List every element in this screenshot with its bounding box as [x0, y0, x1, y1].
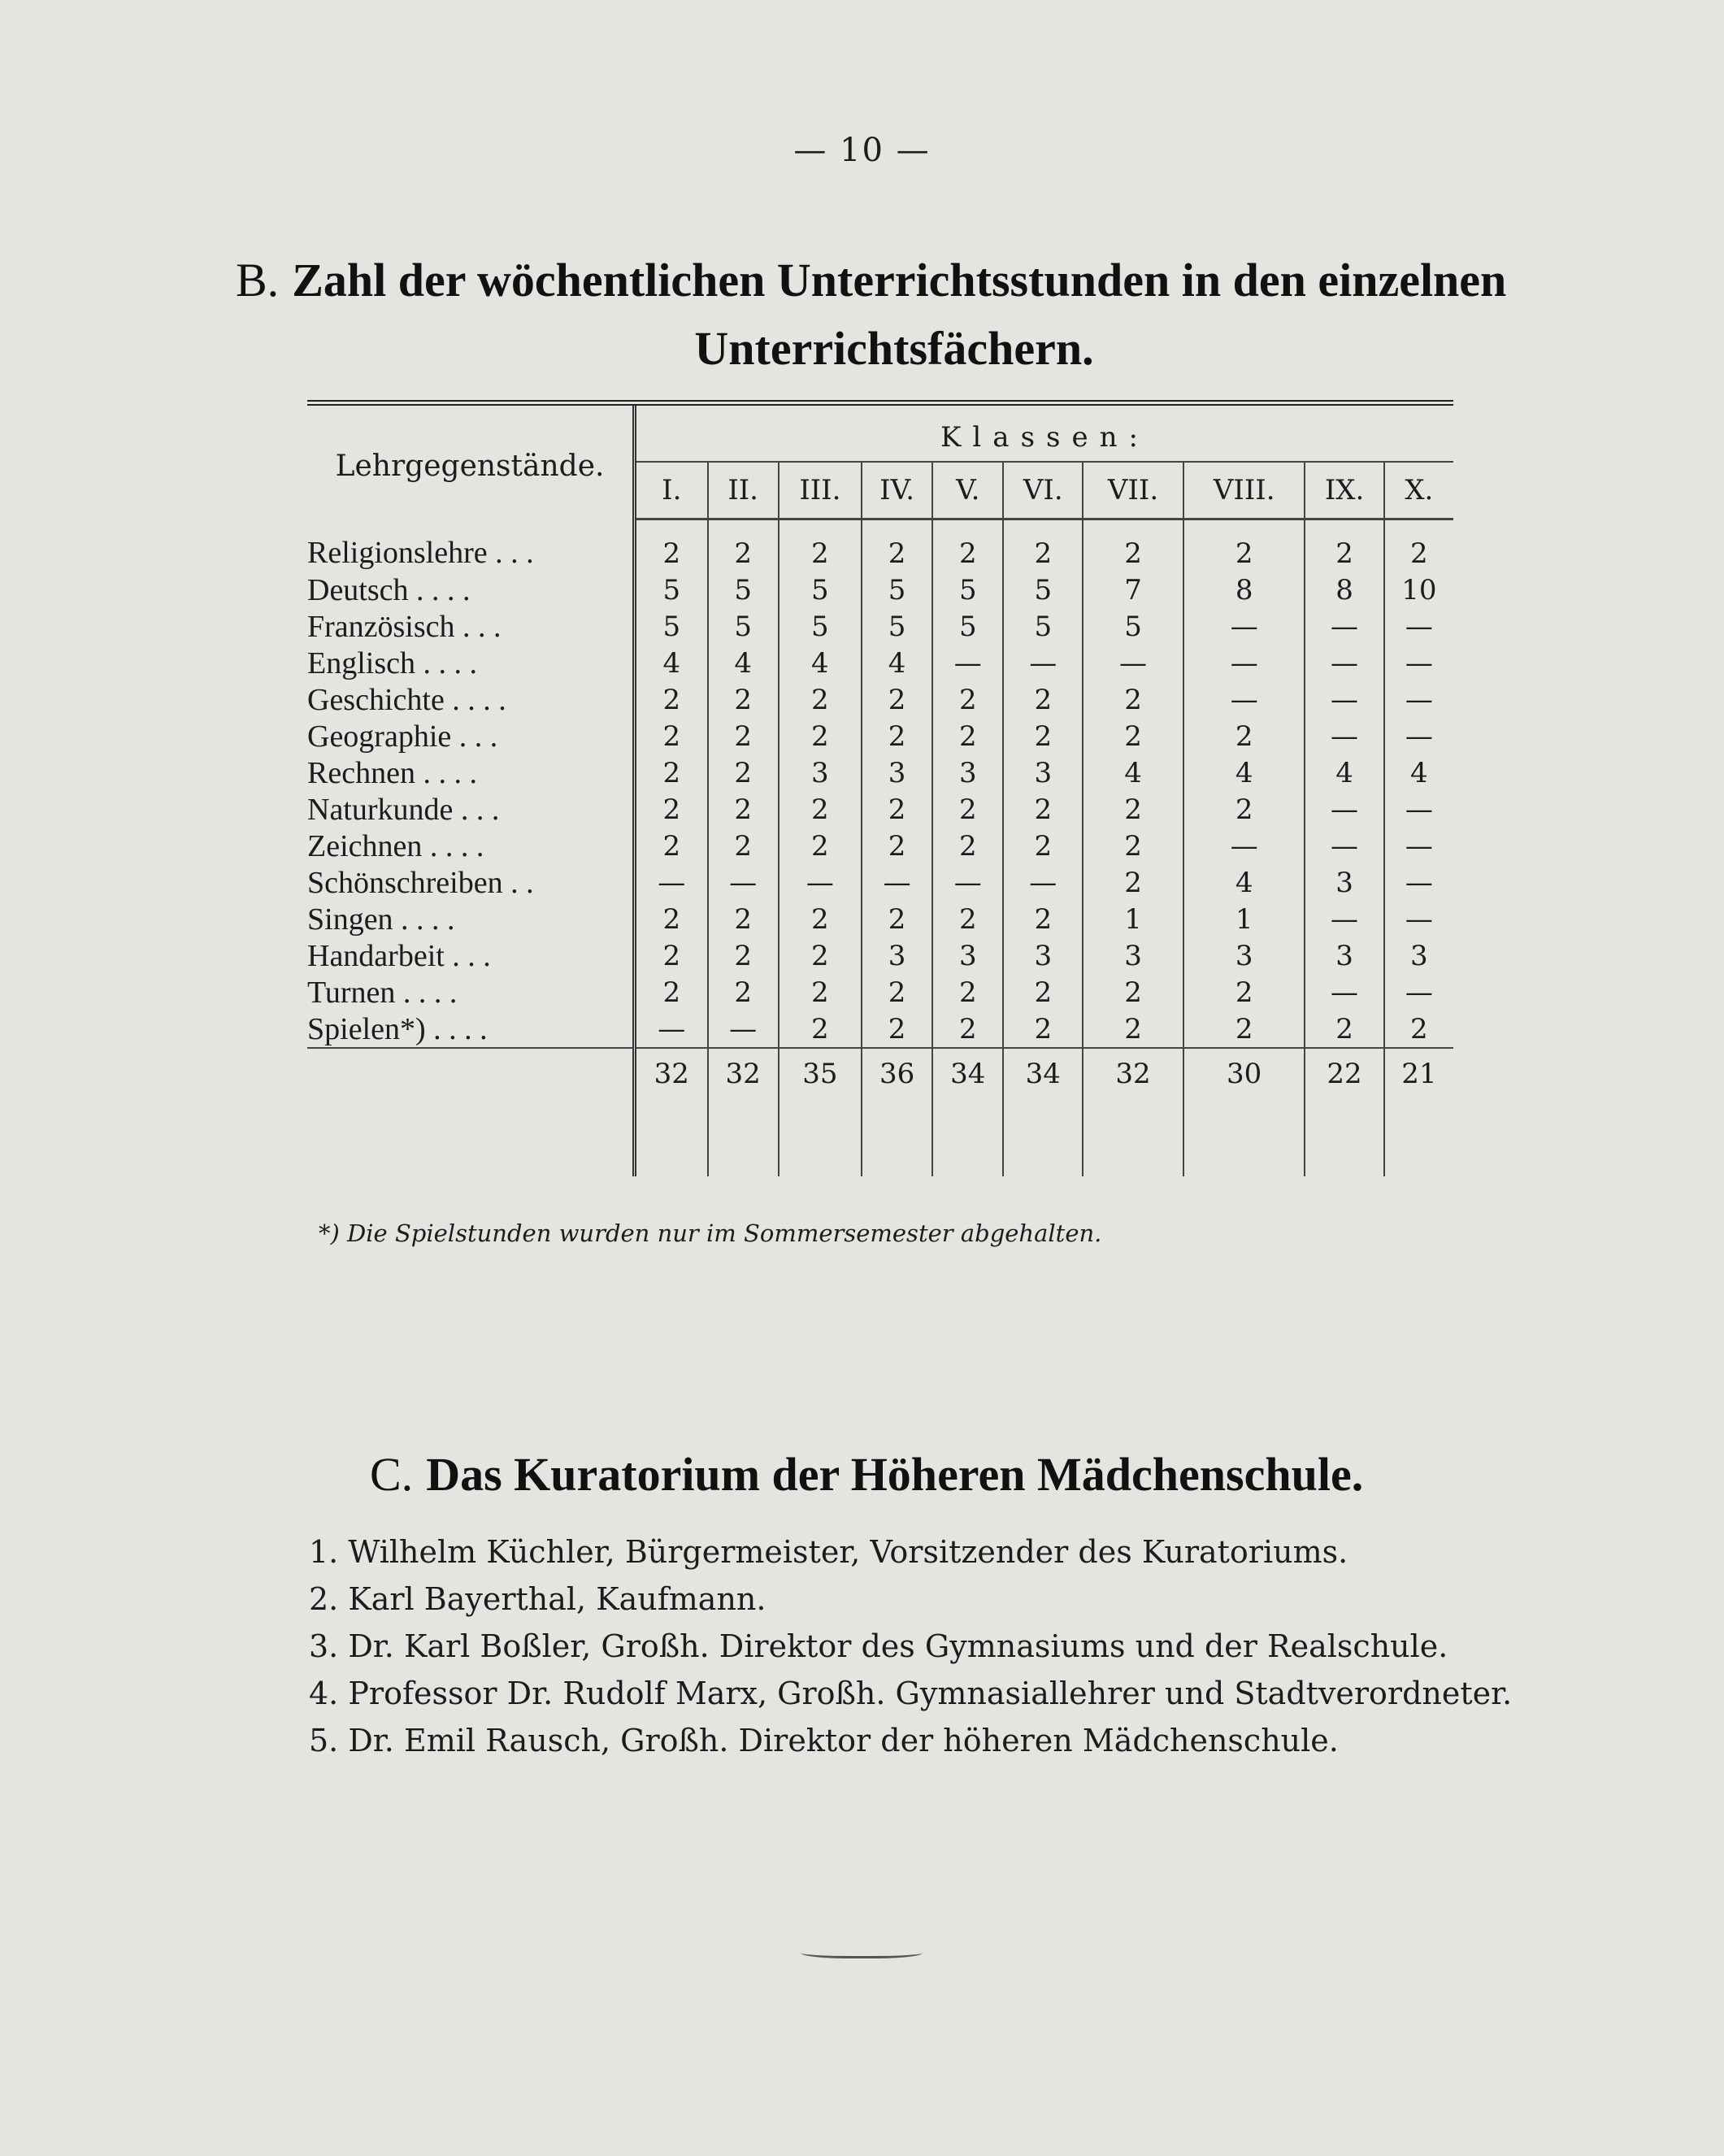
total-cell: 21 [1384, 1048, 1453, 1099]
subject-cell: Religionslehre . . . [307, 519, 635, 572]
hours-cell: 2 [779, 718, 862, 754]
subject-cell: Rechnen . . . . [307, 754, 635, 791]
hours-cell: 2 [662, 939, 681, 972]
hours-cell: — [1384, 608, 1453, 645]
hours-cell: 5 [662, 610, 681, 643]
hours-cell: 2 [1003, 974, 1083, 1011]
hours-cell: 2 [662, 902, 681, 936]
table-spacer-row [307, 1099, 1453, 1176]
hours-cell: — [1305, 645, 1383, 681]
hours-cell: 7 [1083, 572, 1183, 608]
spacer-cell [1003, 1099, 1083, 1176]
hours-cell: 2 [1083, 718, 1183, 754]
subject-cell: Singen . . . . [307, 901, 635, 937]
hours-cell: — [658, 1012, 686, 1045]
hours-cell: 2 [862, 974, 932, 1011]
hours-cell: 2 [932, 901, 1003, 937]
total-cell: 32 [635, 1048, 708, 1099]
hours-cell: — [862, 864, 932, 901]
hours-cell: 2 [1083, 828, 1183, 864]
subject-cell: Englisch . . . . [307, 645, 635, 681]
section-c-title: Das Kuratorium der Höheren Mädchenschule. [426, 1448, 1364, 1501]
hours-cell: 3 [932, 937, 1003, 974]
spacer-cell [1183, 1099, 1305, 1176]
hours-cell: 2 [1003, 718, 1083, 754]
hours-cell: — [1305, 718, 1383, 754]
hours-cell: 2 [932, 828, 1003, 864]
hours-cell: 2 [1183, 791, 1305, 828]
spacer-cell [1083, 1099, 1183, 1176]
hours-cell: 2 [1083, 519, 1183, 572]
table-row [307, 974, 1453, 1011]
hours-cell: 4 [1083, 754, 1183, 791]
table-row [307, 1011, 1453, 1048]
closing-ornament [801, 1945, 923, 1958]
subject-cell: Geographie . . . [307, 718, 635, 754]
hours-cell: 2 [708, 901, 779, 937]
hours-cell: — [932, 645, 1003, 681]
hours-cell: 2 [662, 976, 681, 1009]
table-row [307, 754, 1453, 791]
hours-cell: 2 [862, 1011, 932, 1048]
hours-cell: — [932, 864, 1003, 901]
hours-cell: — [1305, 901, 1383, 937]
hours-cell: 2 [708, 681, 779, 718]
hours-cell: 2 [662, 683, 681, 716]
hours-cell: 2 [779, 791, 862, 828]
hours-cell: 2 [862, 519, 932, 572]
hours-cell: 2 [779, 519, 862, 572]
hours-cell: 4 [708, 645, 779, 681]
hours-cell: — [1384, 791, 1453, 828]
total-cell: 35 [779, 1048, 862, 1099]
class-header: VIII. [1183, 462, 1305, 519]
hours-cell: 2 [862, 681, 932, 718]
hours-cell: 4 [862, 645, 932, 681]
spacer-cell [932, 1099, 1003, 1176]
hours-cell: — [708, 864, 779, 901]
hours-cell: 2 [862, 901, 932, 937]
class-header: I. [635, 462, 708, 519]
hours-cell: 5 [779, 608, 862, 645]
hours-cell: 3 [1183, 937, 1305, 974]
hours-cell: 5 [708, 608, 779, 645]
hours-cell: 5 [932, 572, 1003, 608]
hours-cell: — [1384, 718, 1453, 754]
hours-cell: 5 [779, 572, 862, 608]
hours-cell: 2 [779, 828, 862, 864]
hours-cell: 2 [662, 537, 681, 570]
hours-cell: 4 [662, 646, 681, 680]
hours-cell: 2 [862, 828, 932, 864]
total-cell: 32 [708, 1048, 779, 1099]
hours-cell: — [1384, 828, 1453, 864]
hours-cell: 10 [1384, 572, 1453, 608]
hours-cell: 2 [1183, 718, 1305, 754]
hours-cell: 2 [1003, 791, 1083, 828]
hours-cell: 2 [1083, 974, 1183, 1011]
hours-cell: — [1305, 791, 1383, 828]
hours-cell: 2 [708, 718, 779, 754]
table-row [307, 864, 1453, 901]
hours-cell: 3 [1003, 937, 1083, 974]
hours-cell: — [1183, 608, 1305, 645]
hours-cell: 2 [1083, 681, 1183, 718]
hours-cell: 3 [1003, 754, 1083, 791]
class-header: V. [932, 462, 1003, 519]
hours-cell: 2 [1183, 519, 1305, 572]
hours-cell: 2 [708, 754, 779, 791]
hours-cell: 5 [1003, 608, 1083, 645]
table-row [307, 572, 1453, 608]
hours-cell: — [1305, 828, 1383, 864]
hours-cell: 2 [932, 791, 1003, 828]
section-c-heading [370, 1441, 1427, 1509]
hours-cell: 2 [1003, 681, 1083, 718]
table-row [307, 791, 1453, 828]
table-row [307, 828, 1453, 864]
hours-cell: — [708, 1011, 779, 1048]
class-header: IX. [1305, 462, 1383, 519]
spacer-cell [779, 1099, 862, 1176]
table-row [307, 681, 1453, 718]
hours-cell: 2 [1384, 519, 1453, 572]
hours-cell: — [1183, 828, 1305, 864]
hours-cell: — [1384, 864, 1453, 901]
hours-cell: 8 [1183, 572, 1305, 608]
hours-cell: — [1003, 864, 1083, 901]
hours-cell: — [1384, 901, 1453, 937]
subject-cell: Naturkunde . . . [307, 791, 635, 828]
hours-cell: 3 [1384, 937, 1453, 974]
subject-cell: Schönschreiben . . [307, 864, 635, 901]
hours-cell: 2 [932, 681, 1003, 718]
hours-cell: — [658, 866, 686, 899]
hours-cell: 3 [1083, 937, 1183, 974]
hours-cell: 2 [708, 937, 779, 974]
hours-cell: 2 [662, 756, 681, 789]
class-header: VI. [1003, 462, 1083, 519]
hours-cell: 2 [662, 829, 681, 863]
hours-cell: 3 [932, 754, 1003, 791]
table-row [307, 718, 1453, 754]
table-row [307, 901, 1453, 937]
section-b-title-line2: Unterrichtsfächern. [694, 322, 1094, 375]
subject-cell: Zeichnen . . . . [307, 828, 635, 864]
member-item: 3. Dr. Karl Boßler, Großh. Direktor des Gymnasiums und der Realschule. [309, 1628, 1448, 1664]
table-row [307, 519, 1453, 572]
hours-cell: 2 [779, 901, 862, 937]
hours-cell: 5 [862, 572, 932, 608]
hours-cell: 2 [1003, 828, 1083, 864]
hours-cell: 2 [779, 681, 862, 718]
class-header: X. [1384, 462, 1453, 519]
hours-cell: 2 [932, 718, 1003, 754]
hours-cell: 5 [862, 608, 932, 645]
spacer-cell [1384, 1099, 1453, 1176]
total-cell: 34 [1003, 1048, 1083, 1099]
subject-cell: Deutsch . . . . [307, 572, 635, 608]
hours-cell: 5 [708, 572, 779, 608]
total-cell: 34 [932, 1048, 1003, 1099]
spacer-cell [635, 1099, 708, 1176]
hours-cell: — [1384, 645, 1453, 681]
hours-cell: 2 [1183, 974, 1305, 1011]
spacer-cell [1305, 1099, 1383, 1176]
page-number: — 10 — [793, 132, 931, 169]
hours-cell: 2 [1083, 864, 1183, 901]
hours-cell: — [1305, 608, 1383, 645]
hours-cell: 2 [1305, 1011, 1383, 1048]
hours-cell: — [1305, 681, 1383, 718]
class-header: IV. [862, 462, 932, 519]
subject-cell: Handarbeit . . . [307, 937, 635, 974]
hours-cell: 2 [779, 937, 862, 974]
spacer-cell [307, 1099, 635, 1176]
subject-cell: Spielen*) . . . . [307, 1011, 635, 1048]
hours-cell: 8 [1305, 572, 1383, 608]
hours-cell: 2 [708, 974, 779, 1011]
subject-cell: Französisch . . . [307, 608, 635, 645]
totals-label-cell [307, 1048, 635, 1099]
hours-cell: 2 [1083, 1011, 1183, 1048]
class-header: III. [779, 462, 862, 519]
lesson-hours-table [307, 400, 1453, 1176]
subject-cell: Geschichte . . . . [307, 681, 635, 718]
hours-cell: 4 [1384, 754, 1453, 791]
hours-cell: 2 [1183, 1011, 1305, 1048]
hours-cell: 2 [862, 791, 932, 828]
member-item: 1. Wilhelm Küchler, Bürgermeister, Vorsitzender des Kuratoriums. [309, 1534, 1348, 1570]
hours-cell: 3 [1305, 937, 1383, 974]
total-cell: 22 [1305, 1048, 1383, 1099]
member-item: 2. Karl Bayerthal, Kaufmann. [309, 1581, 766, 1617]
hours-cell: 2 [1384, 1011, 1453, 1048]
subject-column-header: Lehrgegenstände. [307, 403, 635, 519]
hours-cell: 4 [1305, 754, 1383, 791]
hours-cell: 2 [779, 1011, 862, 1048]
hours-cell: 2 [1305, 519, 1383, 572]
hours-cell: 4 [1183, 864, 1305, 901]
spacer-cell [862, 1099, 932, 1176]
hours-cell: 2 [1003, 1011, 1083, 1048]
hours-cell: 2 [662, 719, 681, 753]
hours-cell: 3 [862, 937, 932, 974]
hours-cell: 3 [1305, 864, 1383, 901]
hours-cell: 2 [862, 718, 932, 754]
member-item: 4. Professor Dr. Rudolf Marx, Großh. Gymnasiallehrer und Stadtverordneter. [309, 1676, 1513, 1711]
hours-cell: 2 [708, 519, 779, 572]
hours-cell: 4 [779, 645, 862, 681]
hours-cell: — [1083, 645, 1183, 681]
total-cell: 32 [1083, 1048, 1183, 1099]
hours-cell: — [1384, 681, 1453, 718]
member-item: 5. Dr. Emil Rausch, Großh. Direktor der höheren Mädchenschule. [309, 1723, 1339, 1758]
hours-cell: 2 [708, 791, 779, 828]
hours-cell: — [1003, 645, 1083, 681]
hours-cell: 1 [1083, 901, 1183, 937]
hours-cell: — [1183, 645, 1305, 681]
hours-cell: 2 [1003, 519, 1083, 572]
section-c-letter: C. [370, 1448, 414, 1501]
section-b-letter: B. [236, 254, 280, 306]
hours-cell: 2 [708, 828, 779, 864]
hours-cell: 5 [1003, 572, 1083, 608]
hours-cell: 5 [932, 608, 1003, 645]
hours-cell: 1 [1183, 901, 1305, 937]
hours-cell: 3 [862, 754, 932, 791]
curatorium-member-list [309, 1528, 1512, 1764]
table-row [307, 645, 1453, 681]
class-header: VII. [1083, 462, 1183, 519]
hours-cell: — [779, 864, 862, 901]
hours-cell: 2 [932, 519, 1003, 572]
hours-cell: 3 [779, 754, 862, 791]
section-b-title-line1: Zahl der wöchentlichen Unterrichtsstunden in den einzelnen [292, 254, 1507, 306]
hours-cell: — [1305, 974, 1383, 1011]
hours-cell: — [1183, 681, 1305, 718]
hours-cell: 4 [1183, 754, 1305, 791]
classes-header: Klassen: [635, 403, 1454, 463]
table-row [307, 937, 1453, 974]
hours-cell: 2 [779, 974, 862, 1011]
hours-cell: 2 [932, 974, 1003, 1011]
table-row [307, 608, 1453, 645]
hours-cell: 5 [1083, 608, 1183, 645]
hours-cell: 2 [662, 793, 681, 826]
total-cell: 36 [862, 1048, 932, 1099]
spacer-cell [708, 1099, 779, 1176]
section-b-heading [236, 246, 1552, 383]
subject-cell: Turnen . . . . [307, 974, 635, 1011]
footnote: *) Die Spielstunden wurden nur im Sommersemester abgehalten. [319, 1219, 1102, 1247]
class-header: II. [708, 462, 779, 519]
hours-cell: 2 [1083, 791, 1183, 828]
hours-cell: — [1384, 974, 1453, 1011]
hours-cell: 5 [662, 573, 681, 606]
totals-row [307, 1048, 1453, 1099]
hours-cell: 2 [932, 1011, 1003, 1048]
hours-cell: 2 [1003, 901, 1083, 937]
total-cell: 30 [1183, 1048, 1305, 1099]
